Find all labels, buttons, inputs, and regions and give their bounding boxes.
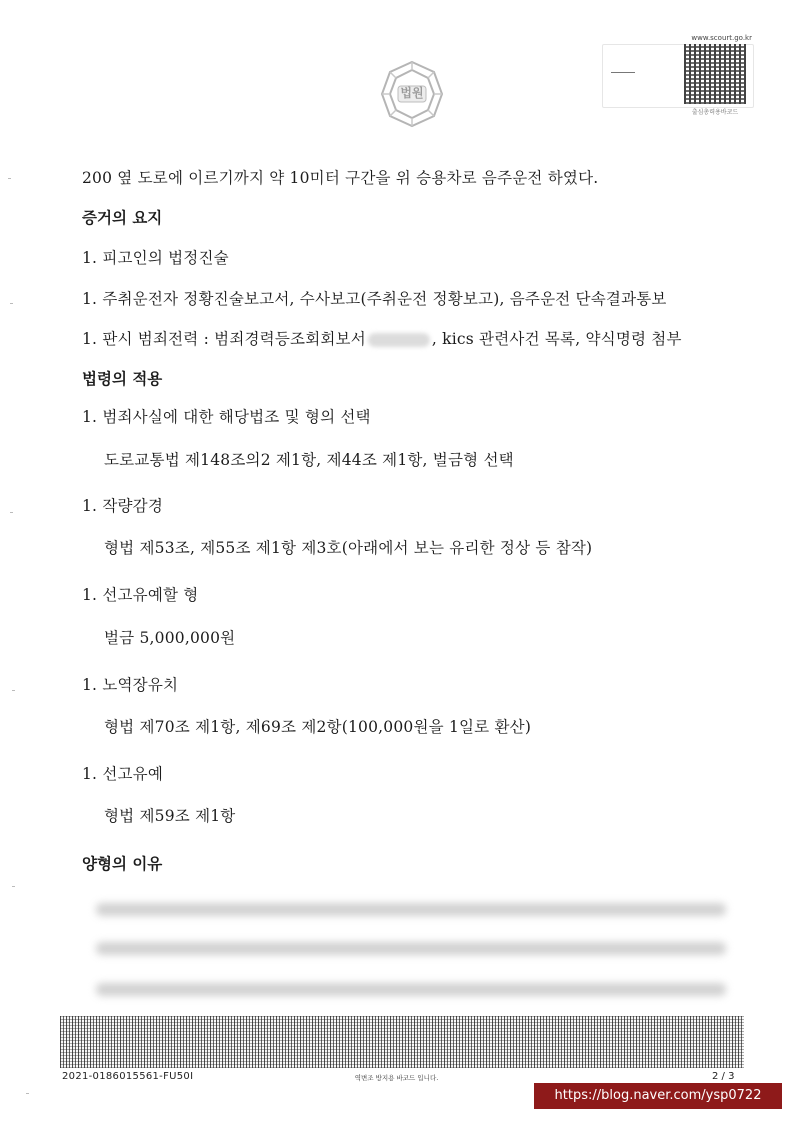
blog-watermark: https://blog.naver.com/ysp0722 <box>534 1083 782 1109</box>
scan-speck <box>12 690 15 691</box>
evidence-item-text: 1. 판시 범죄전력 : 범죄경력등조회회보서 <box>82 330 366 348</box>
document-number: 2021-0186015561-FU50I <box>62 1071 194 1082</box>
qr-code-icon <box>684 44 746 104</box>
law-section-detail: 형법 제53조, 제55조 제1항 제3호(아래에서 보는 유리한 정상 등 참작) <box>104 539 593 557</box>
evidence-item <box>82 327 682 349</box>
law-section-title: 1. 선고유예 <box>82 765 164 783</box>
continuation-line: 200 옆 도로에 이르기까지 약 10미터 구간을 위 승용차로 음주운전 하였다. <box>82 169 599 187</box>
page-number: 2 / 3 <box>712 1071 735 1082</box>
scan-speck <box>10 303 13 304</box>
redacted-line <box>96 983 726 996</box>
law-section-detail: 형법 제70조 제1항, 제69조 제2항(100,000원을 1일로 환산) <box>104 718 532 736</box>
law-section-detail: 도로교통법 제148조의2 제1항, 제44조 제1항, 벌금형 선택 <box>104 451 514 469</box>
qr-url: www.scourt.go.kr <box>691 34 752 42</box>
law-section-detail: 벌금 5,000,000원 <box>104 629 236 647</box>
law-section-detail: 형법 제59조 제1항 <box>104 807 236 825</box>
evidence-heading: 증거의 요지 <box>82 209 163 227</box>
emblem-label: 법원 <box>400 86 424 100</box>
barcode-note: 역변조 방지용 바코드 입니다. <box>354 1074 439 1082</box>
redacted-line <box>96 942 726 955</box>
anti-forgery-barcode <box>60 1016 744 1068</box>
scan-speck <box>10 512 13 513</box>
law-section-title: 1. 작량감경 <box>82 497 164 515</box>
qr-caption: 출심총력용바코드 <box>691 109 739 116</box>
evidence-item: 1. 피고인의 법정진술 <box>82 249 229 267</box>
sentencing-heading: 양형의 이유 <box>82 855 163 873</box>
evidence-item-suffix: , kics 관련사건 목록, 약식명령 첨부 <box>431 330 682 348</box>
evidence-item: 1. 주취운전자 정황진술보고서, 수사보고(주취운전 정황보고), 음주운전 단속결과통보 <box>82 290 667 308</box>
redacted-name <box>368 333 430 347</box>
law-section-title: 1. 선고유예할 형 <box>82 586 199 604</box>
redacted-line <box>96 903 726 916</box>
scan-speck <box>26 1093 29 1094</box>
law-section-title: 1. 범죄사실에 대한 해당법조 및 형의 선택 <box>82 408 371 426</box>
law-heading: 법령의 적용 <box>82 370 163 388</box>
scan-speck <box>12 886 15 887</box>
scan-speck <box>8 178 11 179</box>
court-emblem-icon <box>372 58 452 130</box>
law-section-title: 1. 노역장유치 <box>82 676 179 694</box>
qr-divider <box>611 72 635 73</box>
